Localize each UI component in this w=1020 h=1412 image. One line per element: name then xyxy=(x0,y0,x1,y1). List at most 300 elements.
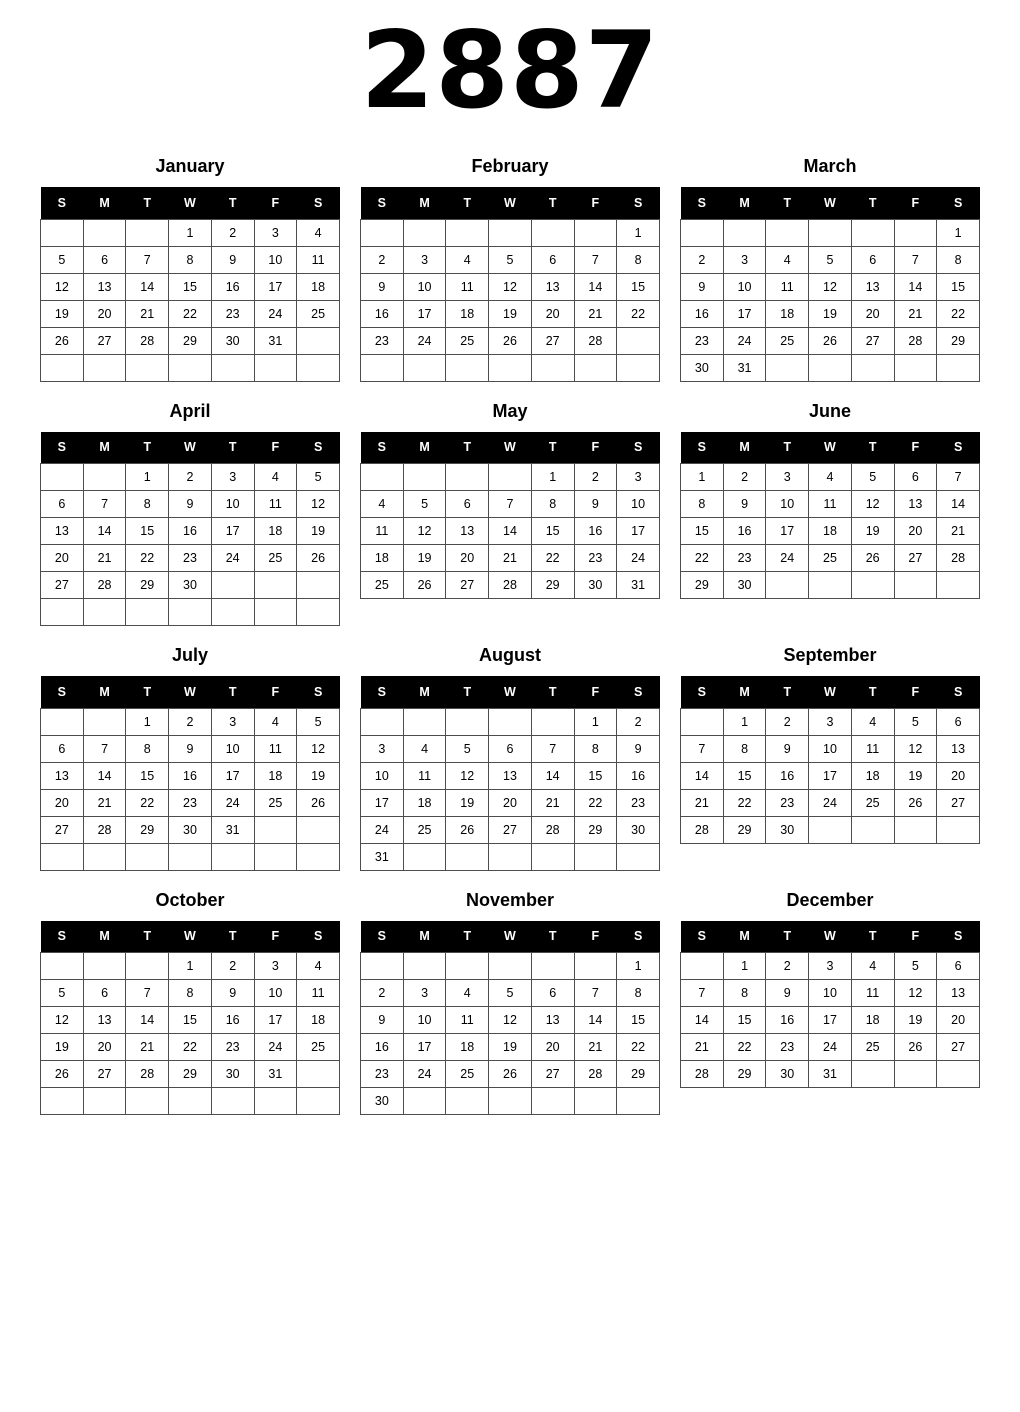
day-cell[interactable]: 18 xyxy=(361,545,404,572)
day-cell[interactable]: 29 xyxy=(574,816,617,843)
day-cell[interactable]: 4 xyxy=(254,464,297,491)
day-cell[interactable]: 25 xyxy=(403,816,446,843)
day-cell[interactable]: 10 xyxy=(403,273,446,300)
day-cell[interactable]: 1 xyxy=(169,953,212,980)
day-cell[interactable]: 6 xyxy=(446,491,489,518)
day-cell[interactable]: 30 xyxy=(766,1061,809,1088)
day-cell[interactable]: 28 xyxy=(574,1061,617,1088)
day-cell[interactable]: 27 xyxy=(531,327,574,354)
day-cell[interactable]: 23 xyxy=(211,300,254,327)
day-cell[interactable]: 1 xyxy=(574,708,617,735)
day-cell[interactable]: 9 xyxy=(766,980,809,1007)
day-cell[interactable]: 15 xyxy=(531,518,574,545)
day-cell[interactable]: 24 xyxy=(617,545,660,572)
day-cell[interactable]: 27 xyxy=(894,545,937,572)
day-cell[interactable]: 15 xyxy=(617,1007,660,1034)
day-cell[interactable]: 19 xyxy=(894,1007,937,1034)
day-cell[interactable]: 14 xyxy=(126,273,169,300)
day-cell[interactable]: 15 xyxy=(126,518,169,545)
day-cell[interactable]: 3 xyxy=(403,246,446,273)
day-cell[interactable]: 10 xyxy=(254,980,297,1007)
day-cell[interactable]: 26 xyxy=(894,1034,937,1061)
day-cell[interactable]: 30 xyxy=(169,816,212,843)
day-cell[interactable]: 15 xyxy=(574,762,617,789)
day-cell[interactable]: 30 xyxy=(169,572,212,599)
day-cell[interactable]: 10 xyxy=(723,273,766,300)
day-cell[interactable]: 9 xyxy=(211,246,254,273)
day-cell[interactable]: 13 xyxy=(83,1007,126,1034)
day-cell[interactable]: 28 xyxy=(681,1061,724,1088)
day-cell[interactable]: 14 xyxy=(681,762,724,789)
day-cell[interactable]: 14 xyxy=(574,273,617,300)
day-cell[interactable]: 9 xyxy=(169,491,212,518)
day-cell[interactable]: 7 xyxy=(894,246,937,273)
day-cell[interactable]: 14 xyxy=(894,273,937,300)
day-cell[interactable]: 4 xyxy=(361,491,404,518)
day-cell[interactable]: 17 xyxy=(809,1007,852,1034)
day-cell[interactable]: 30 xyxy=(617,816,660,843)
day-cell[interactable]: 29 xyxy=(723,816,766,843)
day-cell[interactable]: 5 xyxy=(851,464,894,491)
day-cell[interactable]: 2 xyxy=(617,708,660,735)
day-cell[interactable]: 9 xyxy=(361,1007,404,1034)
day-cell[interactable]: 21 xyxy=(574,300,617,327)
day-cell[interactable]: 29 xyxy=(937,327,980,354)
day-cell[interactable]: 16 xyxy=(211,1007,254,1034)
day-cell[interactable]: 19 xyxy=(297,762,340,789)
day-cell[interactable]: 28 xyxy=(83,572,126,599)
day-cell[interactable]: 2 xyxy=(766,708,809,735)
day-cell[interactable]: 25 xyxy=(297,1034,340,1061)
day-cell[interactable]: 11 xyxy=(851,980,894,1007)
day-cell[interactable]: 16 xyxy=(211,273,254,300)
day-cell[interactable]: 13 xyxy=(851,273,894,300)
day-cell[interactable]: 20 xyxy=(83,300,126,327)
day-cell[interactable]: 6 xyxy=(41,735,84,762)
day-cell[interactable]: 8 xyxy=(126,491,169,518)
day-cell[interactable]: 11 xyxy=(254,491,297,518)
day-cell[interactable]: 22 xyxy=(126,545,169,572)
day-cell[interactable]: 26 xyxy=(297,789,340,816)
day-cell[interactable]: 20 xyxy=(41,545,84,572)
day-cell[interactable]: 22 xyxy=(169,1034,212,1061)
day-cell[interactable]: 22 xyxy=(574,789,617,816)
day-cell[interactable]: 28 xyxy=(531,816,574,843)
day-cell[interactable]: 28 xyxy=(126,1061,169,1088)
day-cell[interactable]: 4 xyxy=(297,219,340,246)
day-cell[interactable]: 22 xyxy=(617,300,660,327)
day-cell[interactable]: 24 xyxy=(211,789,254,816)
day-cell[interactable]: 11 xyxy=(446,1007,489,1034)
day-cell[interactable]: 4 xyxy=(297,953,340,980)
day-cell[interactable]: 5 xyxy=(894,708,937,735)
day-cell[interactable]: 30 xyxy=(211,1061,254,1088)
day-cell[interactable]: 12 xyxy=(851,491,894,518)
day-cell[interactable]: 16 xyxy=(574,518,617,545)
day-cell[interactable]: 8 xyxy=(681,491,724,518)
day-cell[interactable]: 16 xyxy=(766,1007,809,1034)
day-cell[interactable]: 1 xyxy=(937,219,980,246)
day-cell[interactable]: 29 xyxy=(617,1061,660,1088)
day-cell[interactable]: 20 xyxy=(851,300,894,327)
day-cell[interactable]: 1 xyxy=(723,953,766,980)
day-cell[interactable]: 29 xyxy=(723,1061,766,1088)
day-cell[interactable]: 11 xyxy=(446,273,489,300)
day-cell[interactable]: 24 xyxy=(211,545,254,572)
day-cell[interactable]: 27 xyxy=(41,572,84,599)
day-cell[interactable]: 3 xyxy=(766,464,809,491)
day-cell[interactable]: 27 xyxy=(41,816,84,843)
day-cell[interactable]: 1 xyxy=(617,219,660,246)
day-cell[interactable]: 2 xyxy=(211,219,254,246)
day-cell[interactable]: 7 xyxy=(681,980,724,1007)
day-cell[interactable]: 23 xyxy=(361,327,404,354)
day-cell[interactable]: 4 xyxy=(766,246,809,273)
day-cell[interactable]: 12 xyxy=(894,980,937,1007)
day-cell[interactable]: 17 xyxy=(211,518,254,545)
day-cell[interactable]: 3 xyxy=(617,464,660,491)
day-cell[interactable]: 16 xyxy=(361,300,404,327)
day-cell[interactable]: 12 xyxy=(894,735,937,762)
day-cell[interactable]: 24 xyxy=(809,1034,852,1061)
day-cell[interactable]: 28 xyxy=(83,816,126,843)
day-cell[interactable]: 7 xyxy=(574,980,617,1007)
day-cell[interactable]: 12 xyxy=(297,735,340,762)
day-cell[interactable]: 9 xyxy=(723,491,766,518)
day-cell[interactable]: 10 xyxy=(403,1007,446,1034)
day-cell[interactable]: 3 xyxy=(403,980,446,1007)
day-cell[interactable]: 13 xyxy=(489,762,532,789)
day-cell[interactable]: 21 xyxy=(83,789,126,816)
day-cell[interactable]: 5 xyxy=(489,246,532,273)
day-cell[interactable]: 20 xyxy=(531,300,574,327)
day-cell[interactable]: 25 xyxy=(254,789,297,816)
day-cell[interactable]: 26 xyxy=(851,545,894,572)
day-cell[interactable]: 5 xyxy=(403,491,446,518)
day-cell[interactable]: 20 xyxy=(41,789,84,816)
day-cell[interactable]: 6 xyxy=(531,980,574,1007)
day-cell[interactable]: 22 xyxy=(681,545,724,572)
day-cell[interactable]: 18 xyxy=(297,273,340,300)
day-cell[interactable]: 7 xyxy=(83,491,126,518)
day-cell[interactable]: 6 xyxy=(489,735,532,762)
day-cell[interactable]: 13 xyxy=(937,980,980,1007)
day-cell[interactable]: 19 xyxy=(489,300,532,327)
day-cell[interactable]: 25 xyxy=(809,545,852,572)
day-cell[interactable]: 5 xyxy=(297,708,340,735)
day-cell[interactable]: 6 xyxy=(83,246,126,273)
day-cell[interactable]: 22 xyxy=(723,789,766,816)
day-cell[interactable]: 8 xyxy=(723,980,766,1007)
day-cell[interactable]: 6 xyxy=(937,953,980,980)
day-cell[interactable]: 4 xyxy=(446,980,489,1007)
day-cell[interactable]: 2 xyxy=(681,246,724,273)
day-cell[interactable]: 23 xyxy=(169,545,212,572)
day-cell[interactable]: 23 xyxy=(681,327,724,354)
day-cell[interactable]: 16 xyxy=(681,300,724,327)
day-cell[interactable]: 4 xyxy=(403,735,446,762)
day-cell[interactable]: 14 xyxy=(937,491,980,518)
day-cell[interactable]: 10 xyxy=(361,762,404,789)
day-cell[interactable]: 17 xyxy=(723,300,766,327)
day-cell[interactable]: 24 xyxy=(403,1061,446,1088)
day-cell[interactable]: 11 xyxy=(297,246,340,273)
day-cell[interactable]: 8 xyxy=(937,246,980,273)
day-cell[interactable]: 28 xyxy=(126,327,169,354)
day-cell[interactable]: 5 xyxy=(489,980,532,1007)
day-cell[interactable]: 9 xyxy=(681,273,724,300)
day-cell[interactable]: 30 xyxy=(211,327,254,354)
day-cell[interactable]: 30 xyxy=(574,572,617,599)
day-cell[interactable]: 27 xyxy=(531,1061,574,1088)
day-cell[interactable]: 18 xyxy=(446,1034,489,1061)
day-cell[interactable]: 3 xyxy=(254,953,297,980)
day-cell[interactable]: 31 xyxy=(211,816,254,843)
day-cell[interactable]: 13 xyxy=(894,491,937,518)
day-cell[interactable]: 11 xyxy=(851,735,894,762)
day-cell[interactable]: 29 xyxy=(169,1061,212,1088)
day-cell[interactable]: 15 xyxy=(617,273,660,300)
day-cell[interactable]: 13 xyxy=(446,518,489,545)
day-cell[interactable]: 11 xyxy=(297,980,340,1007)
day-cell[interactable]: 19 xyxy=(41,300,84,327)
day-cell[interactable]: 27 xyxy=(83,327,126,354)
day-cell[interactable]: 9 xyxy=(211,980,254,1007)
day-cell[interactable]: 13 xyxy=(41,762,84,789)
day-cell[interactable]: 19 xyxy=(403,545,446,572)
day-cell[interactable]: 5 xyxy=(809,246,852,273)
day-cell[interactable]: 27 xyxy=(446,572,489,599)
day-cell[interactable]: 10 xyxy=(809,980,852,1007)
day-cell[interactable]: 31 xyxy=(617,572,660,599)
day-cell[interactable]: 7 xyxy=(126,246,169,273)
day-cell[interactable]: 3 xyxy=(723,246,766,273)
day-cell[interactable]: 4 xyxy=(851,708,894,735)
day-cell[interactable]: 30 xyxy=(766,816,809,843)
day-cell[interactable]: 25 xyxy=(361,572,404,599)
day-cell[interactable]: 7 xyxy=(489,491,532,518)
day-cell[interactable]: 14 xyxy=(489,518,532,545)
day-cell[interactable]: 5 xyxy=(297,464,340,491)
day-cell[interactable]: 26 xyxy=(489,1061,532,1088)
day-cell[interactable]: 8 xyxy=(169,246,212,273)
day-cell[interactable]: 21 xyxy=(574,1034,617,1061)
day-cell[interactable]: 29 xyxy=(169,327,212,354)
day-cell[interactable]: 15 xyxy=(723,1007,766,1034)
day-cell[interactable]: 15 xyxy=(126,762,169,789)
day-cell[interactable]: 6 xyxy=(851,246,894,273)
day-cell[interactable]: 21 xyxy=(681,1034,724,1061)
day-cell[interactable]: 17 xyxy=(211,762,254,789)
day-cell[interactable]: 20 xyxy=(489,789,532,816)
day-cell[interactable]: 25 xyxy=(446,327,489,354)
day-cell[interactable]: 1 xyxy=(617,953,660,980)
day-cell[interactable]: 1 xyxy=(169,219,212,246)
day-cell[interactable]: 31 xyxy=(809,1061,852,1088)
day-cell[interactable]: 28 xyxy=(681,816,724,843)
day-cell[interactable]: 14 xyxy=(83,518,126,545)
day-cell[interactable]: 17 xyxy=(254,1007,297,1034)
day-cell[interactable]: 18 xyxy=(766,300,809,327)
day-cell[interactable]: 9 xyxy=(574,491,617,518)
day-cell[interactable]: 27 xyxy=(489,816,532,843)
day-cell[interactable]: 25 xyxy=(446,1061,489,1088)
day-cell[interactable]: 29 xyxy=(681,572,724,599)
day-cell[interactable]: 10 xyxy=(254,246,297,273)
day-cell[interactable]: 27 xyxy=(851,327,894,354)
day-cell[interactable]: 12 xyxy=(41,1007,84,1034)
day-cell[interactable]: 26 xyxy=(809,327,852,354)
day-cell[interactable]: 20 xyxy=(83,1034,126,1061)
day-cell[interactable]: 27 xyxy=(83,1061,126,1088)
day-cell[interactable]: 18 xyxy=(851,1007,894,1034)
day-cell[interactable]: 8 xyxy=(531,491,574,518)
day-cell[interactable]: 12 xyxy=(297,491,340,518)
day-cell[interactable]: 2 xyxy=(361,246,404,273)
day-cell[interactable]: 12 xyxy=(41,273,84,300)
day-cell[interactable]: 24 xyxy=(723,327,766,354)
day-cell[interactable]: 28 xyxy=(574,327,617,354)
day-cell[interactable]: 21 xyxy=(126,300,169,327)
day-cell[interactable]: 11 xyxy=(403,762,446,789)
day-cell[interactable]: 14 xyxy=(83,762,126,789)
day-cell[interactable]: 3 xyxy=(254,219,297,246)
day-cell[interactable]: 25 xyxy=(297,300,340,327)
day-cell[interactable]: 24 xyxy=(403,327,446,354)
day-cell[interactable]: 13 xyxy=(937,735,980,762)
day-cell[interactable]: 20 xyxy=(894,518,937,545)
day-cell[interactable]: 17 xyxy=(361,789,404,816)
day-cell[interactable]: 11 xyxy=(361,518,404,545)
day-cell[interactable]: 23 xyxy=(211,1034,254,1061)
day-cell[interactable]: 6 xyxy=(937,708,980,735)
day-cell[interactable]: 10 xyxy=(809,735,852,762)
day-cell[interactable]: 15 xyxy=(169,273,212,300)
day-cell[interactable]: 16 xyxy=(169,762,212,789)
day-cell[interactable]: 5 xyxy=(894,953,937,980)
day-cell[interactable]: 17 xyxy=(254,273,297,300)
day-cell[interactable]: 20 xyxy=(937,762,980,789)
day-cell[interactable]: 21 xyxy=(894,300,937,327)
day-cell[interactable]: 21 xyxy=(126,1034,169,1061)
day-cell[interactable]: 17 xyxy=(403,1034,446,1061)
day-cell[interactable]: 2 xyxy=(169,708,212,735)
day-cell[interactable]: 7 xyxy=(681,735,724,762)
day-cell[interactable]: 22 xyxy=(531,545,574,572)
day-cell[interactable]: 31 xyxy=(254,327,297,354)
day-cell[interactable]: 31 xyxy=(254,1061,297,1088)
day-cell[interactable]: 19 xyxy=(446,789,489,816)
day-cell[interactable]: 7 xyxy=(937,464,980,491)
day-cell[interactable]: 8 xyxy=(574,735,617,762)
day-cell[interactable]: 27 xyxy=(937,789,980,816)
day-cell[interactable]: 29 xyxy=(126,816,169,843)
day-cell[interactable]: 8 xyxy=(169,980,212,1007)
day-cell[interactable]: 22 xyxy=(169,300,212,327)
day-cell[interactable]: 19 xyxy=(41,1034,84,1061)
day-cell[interactable]: 27 xyxy=(937,1034,980,1061)
day-cell[interactable]: 17 xyxy=(809,762,852,789)
day-cell[interactable]: 12 xyxy=(809,273,852,300)
day-cell[interactable]: 15 xyxy=(681,518,724,545)
day-cell[interactable]: 26 xyxy=(41,327,84,354)
day-cell[interactable]: 25 xyxy=(766,327,809,354)
day-cell[interactable]: 30 xyxy=(681,354,724,381)
day-cell[interactable]: 2 xyxy=(169,464,212,491)
day-cell[interactable]: 19 xyxy=(851,518,894,545)
day-cell[interactable]: 2 xyxy=(211,953,254,980)
day-cell[interactable]: 16 xyxy=(361,1034,404,1061)
day-cell[interactable]: 21 xyxy=(937,518,980,545)
day-cell[interactable]: 23 xyxy=(723,545,766,572)
day-cell[interactable]: 16 xyxy=(766,762,809,789)
day-cell[interactable]: 12 xyxy=(446,762,489,789)
day-cell[interactable]: 3 xyxy=(809,708,852,735)
day-cell[interactable]: 28 xyxy=(894,327,937,354)
day-cell[interactable]: 9 xyxy=(617,735,660,762)
day-cell[interactable]: 10 xyxy=(211,491,254,518)
day-cell[interactable]: 22 xyxy=(723,1034,766,1061)
day-cell[interactable]: 19 xyxy=(809,300,852,327)
day-cell[interactable]: 26 xyxy=(894,789,937,816)
day-cell[interactable]: 29 xyxy=(531,572,574,599)
day-cell[interactable]: 14 xyxy=(574,1007,617,1034)
day-cell[interactable]: 6 xyxy=(41,491,84,518)
day-cell[interactable]: 14 xyxy=(126,1007,169,1034)
day-cell[interactable]: 17 xyxy=(617,518,660,545)
day-cell[interactable]: 15 xyxy=(723,762,766,789)
day-cell[interactable]: 1 xyxy=(723,708,766,735)
day-cell[interactable]: 17 xyxy=(766,518,809,545)
day-cell[interactable]: 26 xyxy=(446,816,489,843)
day-cell[interactable]: 23 xyxy=(766,1034,809,1061)
day-cell[interactable]: 24 xyxy=(361,816,404,843)
day-cell[interactable]: 22 xyxy=(937,300,980,327)
day-cell[interactable]: 23 xyxy=(766,789,809,816)
day-cell[interactable]: 8 xyxy=(617,246,660,273)
day-cell[interactable]: 20 xyxy=(446,545,489,572)
day-cell[interactable]: 1 xyxy=(126,464,169,491)
day-cell[interactable]: 21 xyxy=(681,789,724,816)
day-cell[interactable]: 26 xyxy=(41,1061,84,1088)
day-cell[interactable]: 7 xyxy=(531,735,574,762)
day-cell[interactable]: 18 xyxy=(403,789,446,816)
day-cell[interactable]: 10 xyxy=(211,735,254,762)
day-cell[interactable]: 24 xyxy=(254,300,297,327)
day-cell[interactable]: 13 xyxy=(531,1007,574,1034)
day-cell[interactable]: 1 xyxy=(681,464,724,491)
day-cell[interactable]: 19 xyxy=(489,1034,532,1061)
day-cell[interactable]: 25 xyxy=(254,545,297,572)
day-cell[interactable]: 2 xyxy=(574,464,617,491)
day-cell[interactable]: 1 xyxy=(531,464,574,491)
day-cell[interactable]: 6 xyxy=(531,246,574,273)
day-cell[interactable]: 26 xyxy=(403,572,446,599)
day-cell[interactable]: 7 xyxy=(574,246,617,273)
day-cell[interactable]: 11 xyxy=(809,491,852,518)
day-cell[interactable]: 4 xyxy=(446,246,489,273)
day-cell[interactable]: 16 xyxy=(617,762,660,789)
day-cell[interactable]: 8 xyxy=(126,735,169,762)
day-cell[interactable]: 3 xyxy=(361,735,404,762)
day-cell[interactable]: 13 xyxy=(83,273,126,300)
day-cell[interactable]: 31 xyxy=(361,843,404,870)
day-cell[interactable]: 15 xyxy=(169,1007,212,1034)
day-cell[interactable]: 25 xyxy=(851,789,894,816)
day-cell[interactable]: 25 xyxy=(851,1034,894,1061)
day-cell[interactable]: 12 xyxy=(489,1007,532,1034)
day-cell[interactable]: 18 xyxy=(851,762,894,789)
